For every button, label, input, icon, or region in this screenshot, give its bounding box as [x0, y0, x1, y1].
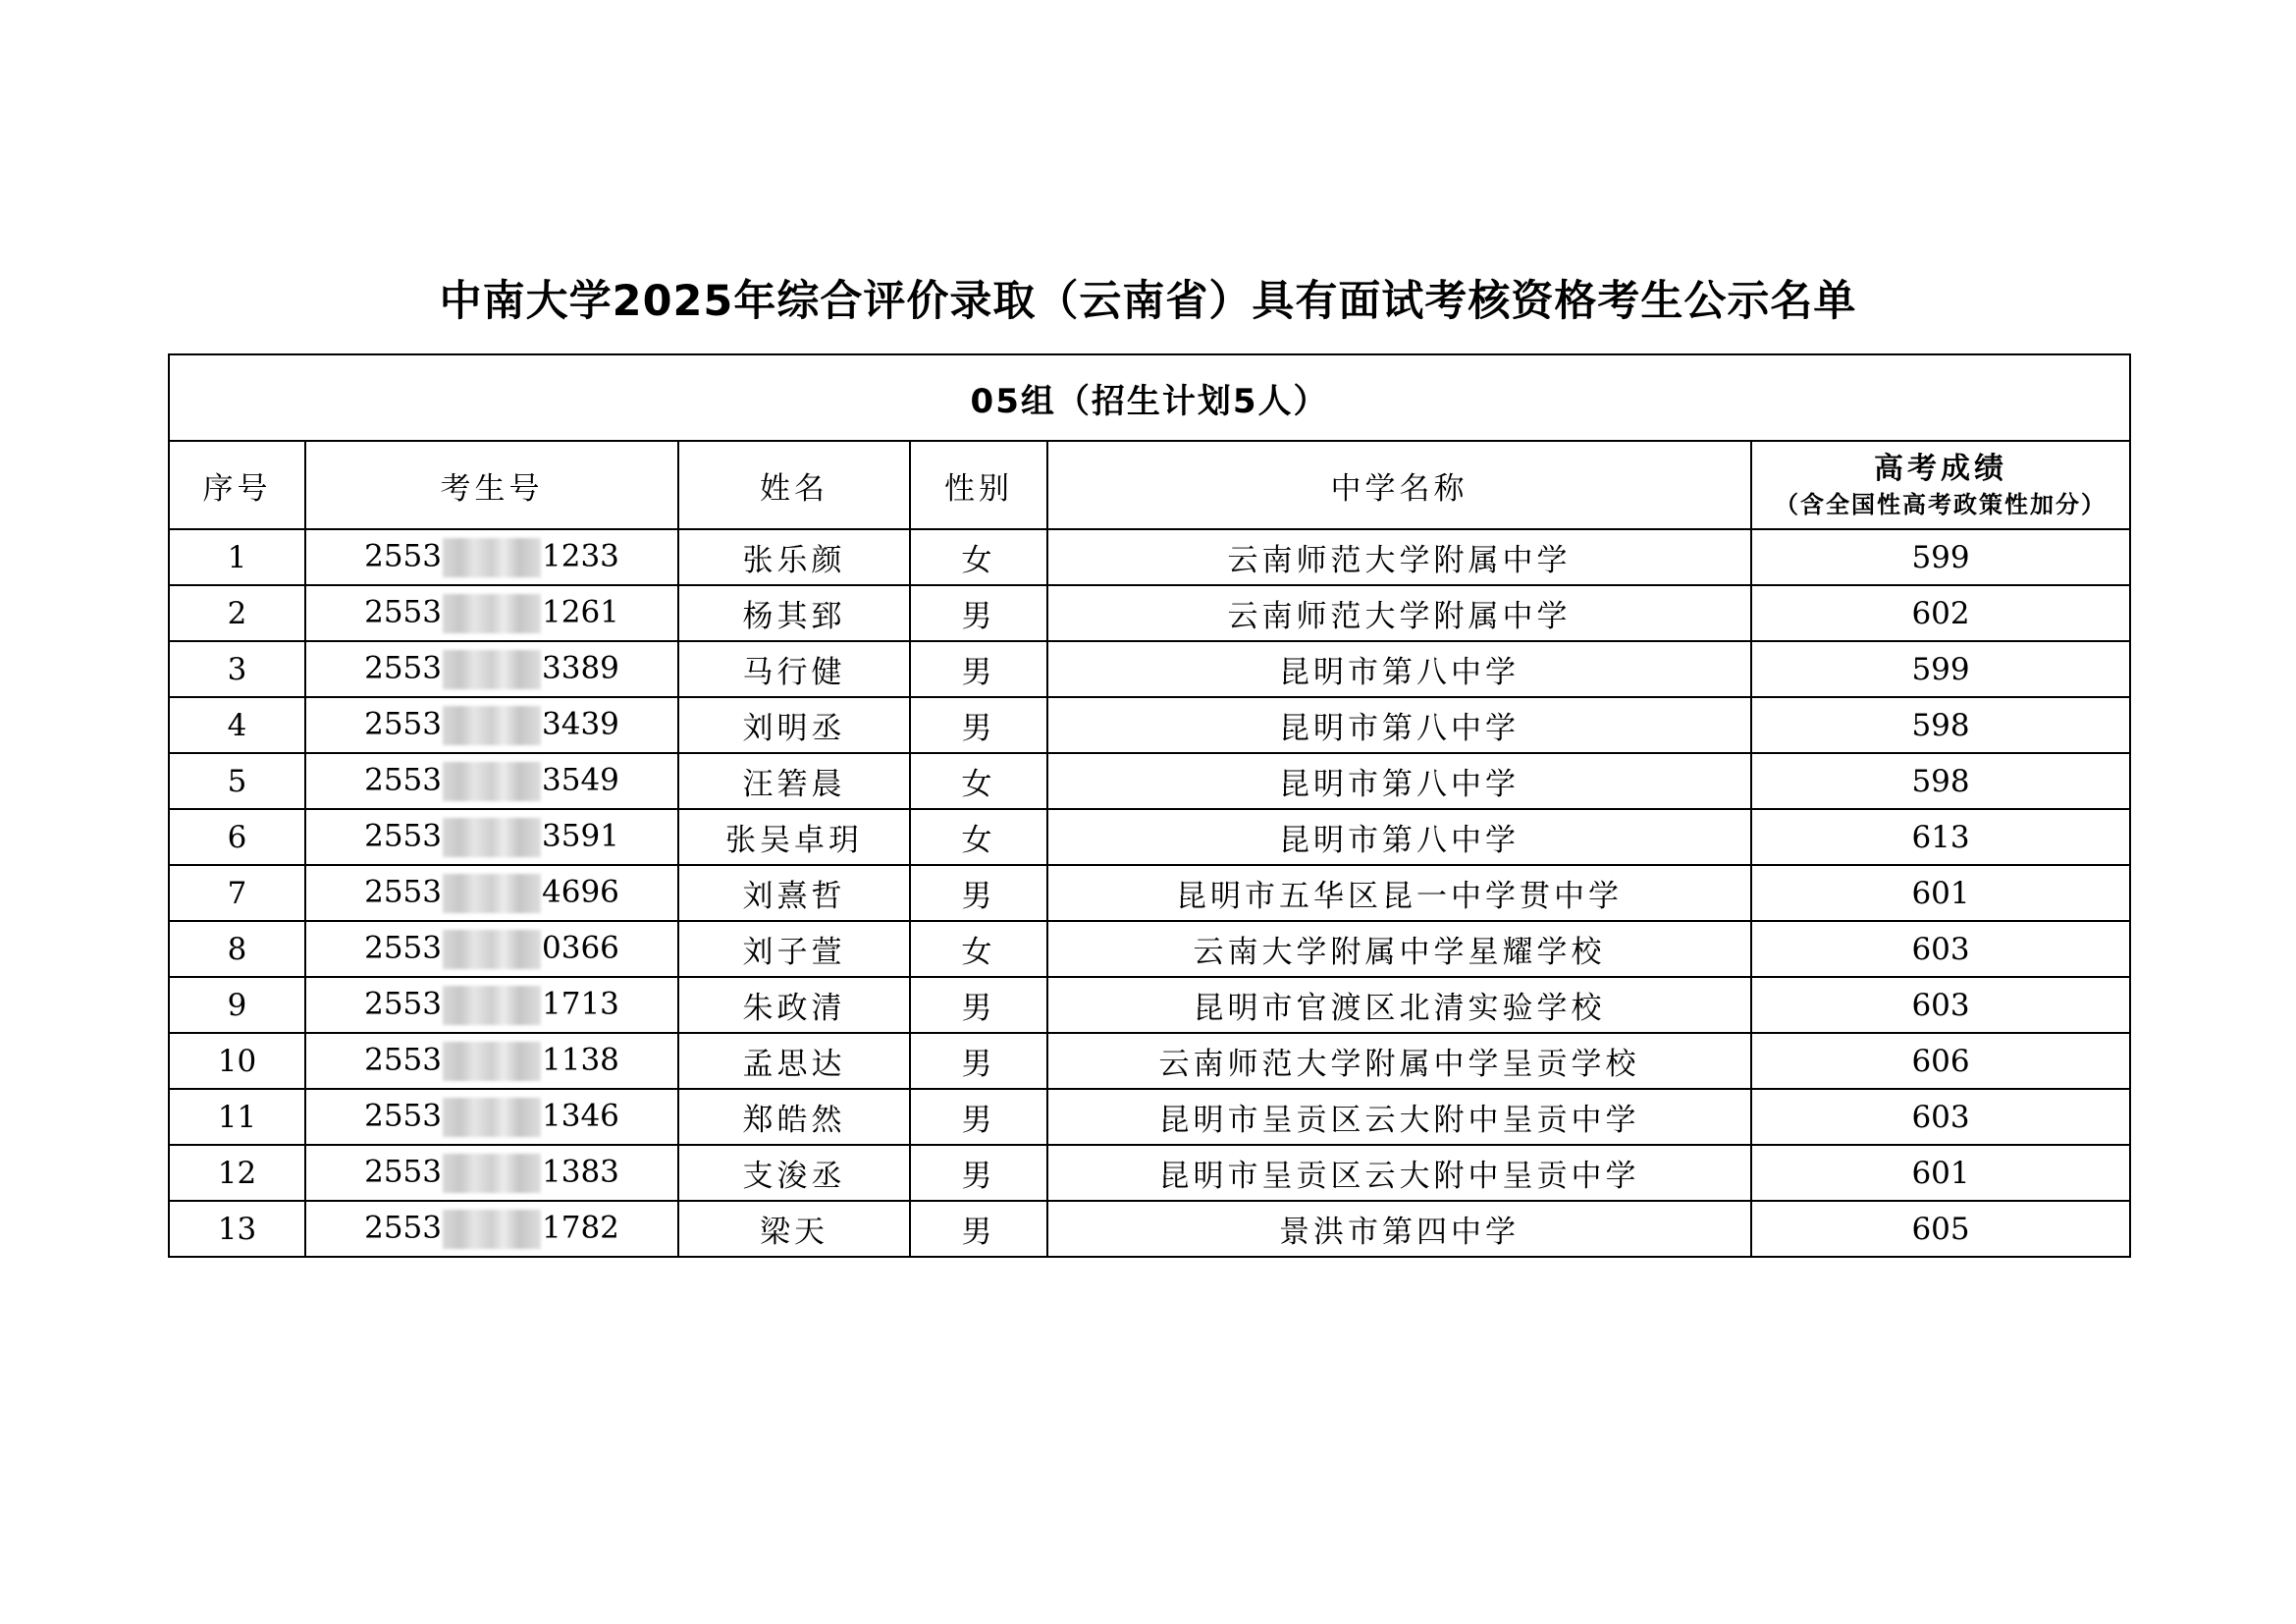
exam-id-suffix: 3439	[542, 706, 619, 741]
cell-score: 599	[1751, 641, 2130, 697]
exam-id-prefix: 2553	[364, 650, 442, 685]
cell-seq: 3	[169, 641, 305, 697]
redaction-mask	[443, 762, 541, 801]
cell-gender: 女	[910, 529, 1047, 585]
header-name: 姓名	[678, 441, 910, 529]
cell-seq: 9	[169, 977, 305, 1033]
candidate-table	[168, 353, 2131, 1258]
table-row	[169, 1201, 2130, 1257]
cell-score: 598	[1751, 753, 2130, 809]
exam-id-prefix: 2553	[364, 930, 442, 965]
cell-name: 杨其郅	[678, 585, 910, 641]
exam-id-suffix: 1713	[542, 986, 619, 1021]
exam-id-prefix: 2553	[364, 706, 442, 741]
redaction-mask	[443, 538, 541, 577]
exam-id-suffix: 1233	[542, 538, 619, 573]
cell-school: 昆明市第八中学	[1047, 697, 1751, 753]
cell-school: 云南大学附属中学星耀学校	[1047, 921, 1751, 977]
table-row	[169, 697, 2130, 753]
header-score-main: 高考成绩	[1874, 452, 2008, 486]
cell-school: 昆明市五华区昆一中学贯中学	[1047, 865, 1751, 921]
cell-name: 张吴卓玥	[678, 809, 910, 865]
cell-score: 606	[1751, 1033, 2130, 1089]
cell-exam-id	[305, 585, 678, 641]
redaction-mask	[443, 1210, 541, 1249]
exam-id-suffix: 1346	[542, 1098, 619, 1133]
cell-gender: 男	[910, 1145, 1047, 1201]
cell-gender: 男	[910, 1201, 1047, 1257]
exam-id-prefix: 2553	[364, 986, 442, 1021]
cell-exam-id	[305, 809, 678, 865]
cell-name: 张乐颜	[678, 529, 910, 585]
cell-name: 支浚丞	[678, 1145, 910, 1201]
cell-gender: 男	[910, 1033, 1047, 1089]
group-header-row	[169, 354, 2130, 441]
table-row	[169, 585, 2130, 641]
cell-score: 605	[1751, 1201, 2130, 1257]
cell-score: 602	[1751, 585, 2130, 641]
cell-exam-id	[305, 753, 678, 809]
cell-school: 云南师范大学附属中学	[1047, 585, 1751, 641]
exam-id-suffix: 1261	[542, 594, 619, 629]
exam-id-suffix: 3549	[542, 762, 619, 797]
exam-id-value	[364, 986, 619, 1025]
cell-score: 601	[1751, 865, 2130, 921]
cell-score: 601	[1751, 1145, 2130, 1201]
cell-seq: 2	[169, 585, 305, 641]
exam-id-value	[364, 818, 619, 857]
redaction-mask	[443, 874, 541, 913]
table-row	[169, 1033, 2130, 1089]
cell-name: 梁天	[678, 1201, 910, 1257]
exam-id-value	[364, 706, 619, 745]
cell-name: 刘熹哲	[678, 865, 910, 921]
table-row	[169, 921, 2130, 977]
exam-id-value	[364, 874, 619, 913]
cell-exam-id	[305, 1033, 678, 1089]
cell-seq: 1	[169, 529, 305, 585]
cell-seq: 5	[169, 753, 305, 809]
cell-seq: 7	[169, 865, 305, 921]
cell-school: 昆明市第八中学	[1047, 753, 1751, 809]
cell-seq: 13	[169, 1201, 305, 1257]
cell-seq: 12	[169, 1145, 305, 1201]
header-exam-id: 考生号	[305, 441, 678, 529]
cell-gender: 男	[910, 585, 1047, 641]
exam-id-prefix: 2553	[364, 874, 442, 909]
header-seq: 序号	[169, 441, 305, 529]
cell-score: 603	[1751, 921, 2130, 977]
cell-school: 云南师范大学附属中学	[1047, 529, 1751, 585]
cell-score: 603	[1751, 977, 2130, 1033]
exam-id-prefix: 2553	[364, 1098, 442, 1133]
cell-school: 昆明市官渡区北清实验学校	[1047, 977, 1751, 1033]
redaction-mask	[443, 930, 541, 969]
header-score	[1751, 441, 2130, 529]
exam-id-value	[364, 650, 619, 689]
exam-id-prefix: 2553	[364, 1154, 442, 1189]
cell-school: 昆明市呈贡区云大附中呈贡中学	[1047, 1145, 1751, 1201]
cell-exam-id	[305, 529, 678, 585]
table-row	[169, 641, 2130, 697]
exam-id-value	[364, 762, 619, 801]
exam-id-suffix: 1782	[542, 1210, 619, 1245]
exam-id-suffix: 3389	[542, 650, 619, 685]
cell-exam-id	[305, 641, 678, 697]
cell-gender: 男	[910, 977, 1047, 1033]
document-title: 中南大学2025年综合评价录取（云南省）具有面试考核资格考生公示名单	[439, 277, 1857, 326]
table-row	[169, 809, 2130, 865]
exam-id-value	[364, 538, 619, 577]
cell-school: 昆明市第八中学	[1047, 641, 1751, 697]
cell-seq: 11	[169, 1089, 305, 1145]
cell-score: 598	[1751, 697, 2130, 753]
cell-exam-id	[305, 697, 678, 753]
cell-school: 昆明市呈贡区云大附中呈贡中学	[1047, 1089, 1751, 1145]
cell-seq: 10	[169, 1033, 305, 1089]
cell-score: 603	[1751, 1089, 2130, 1145]
header-score-sub: （含全国性高考政策性加分）	[1775, 491, 2108, 518]
exam-id-value	[364, 930, 619, 969]
exam-id-value	[364, 1210, 619, 1249]
cell-exam-id	[305, 921, 678, 977]
cell-name: 马行健	[678, 641, 910, 697]
cell-school: 云南师范大学附属中学呈贡学校	[1047, 1033, 1751, 1089]
cell-gender: 女	[910, 753, 1047, 809]
cell-school: 昆明市第八中学	[1047, 809, 1751, 865]
redaction-mask	[443, 1098, 541, 1137]
redaction-mask	[443, 1042, 541, 1081]
cell-name: 朱政清	[678, 977, 910, 1033]
redaction-mask	[443, 650, 541, 689]
group-label: 05组（招生计划5人）	[169, 354, 2130, 441]
table-row	[169, 753, 2130, 809]
redaction-mask	[443, 1154, 541, 1193]
redaction-mask	[443, 986, 541, 1025]
exam-id-prefix: 2553	[364, 1042, 442, 1077]
table-row	[169, 865, 2130, 921]
exam-id-value	[364, 1154, 619, 1193]
exam-id-value	[364, 594, 619, 633]
exam-id-value	[364, 1042, 619, 1081]
cell-name: 孟思达	[678, 1033, 910, 1089]
redaction-mask	[443, 594, 541, 633]
exam-id-prefix: 2553	[364, 762, 442, 797]
cell-gender: 男	[910, 865, 1047, 921]
table-row	[169, 1145, 2130, 1201]
cell-exam-id	[305, 865, 678, 921]
cell-score: 599	[1751, 529, 2130, 585]
exam-id-suffix: 4696	[542, 874, 619, 909]
cell-gender: 男	[910, 697, 1047, 753]
cell-seq: 6	[169, 809, 305, 865]
cell-exam-id	[305, 1145, 678, 1201]
exam-id-suffix: 3591	[542, 818, 619, 853]
table-row	[169, 529, 2130, 585]
cell-gender: 女	[910, 921, 1047, 977]
redaction-mask	[443, 818, 541, 857]
exam-id-prefix: 2553	[364, 1210, 442, 1245]
cell-name: 汪箬晨	[678, 753, 910, 809]
cell-name: 郑皓然	[678, 1089, 910, 1145]
cell-gender: 男	[910, 641, 1047, 697]
cell-name: 刘明丞	[678, 697, 910, 753]
cell-exam-id	[305, 1201, 678, 1257]
exam-id-prefix: 2553	[364, 538, 442, 573]
exam-id-prefix: 2553	[364, 594, 442, 629]
header-school: 中学名称	[1047, 441, 1751, 529]
cell-score: 613	[1751, 809, 2130, 865]
exam-id-suffix: 0366	[542, 930, 619, 965]
table-row	[169, 1089, 2130, 1145]
cell-seq: 4	[169, 697, 305, 753]
cell-name: 刘子萱	[678, 921, 910, 977]
cell-exam-id	[305, 977, 678, 1033]
header-gender: 性别	[910, 441, 1047, 529]
cell-seq: 8	[169, 921, 305, 977]
exam-id-value	[364, 1098, 619, 1137]
cell-gender: 男	[910, 1089, 1047, 1145]
exam-id-suffix: 1383	[542, 1154, 619, 1189]
table-row	[169, 977, 2130, 1033]
column-header-row	[169, 441, 2130, 529]
exam-id-prefix: 2553	[364, 818, 442, 853]
cell-exam-id	[305, 1089, 678, 1145]
exam-id-suffix: 1138	[542, 1042, 619, 1077]
redaction-mask	[443, 706, 541, 745]
cell-gender: 女	[910, 809, 1047, 865]
cell-school: 景洪市第四中学	[1047, 1201, 1751, 1257]
